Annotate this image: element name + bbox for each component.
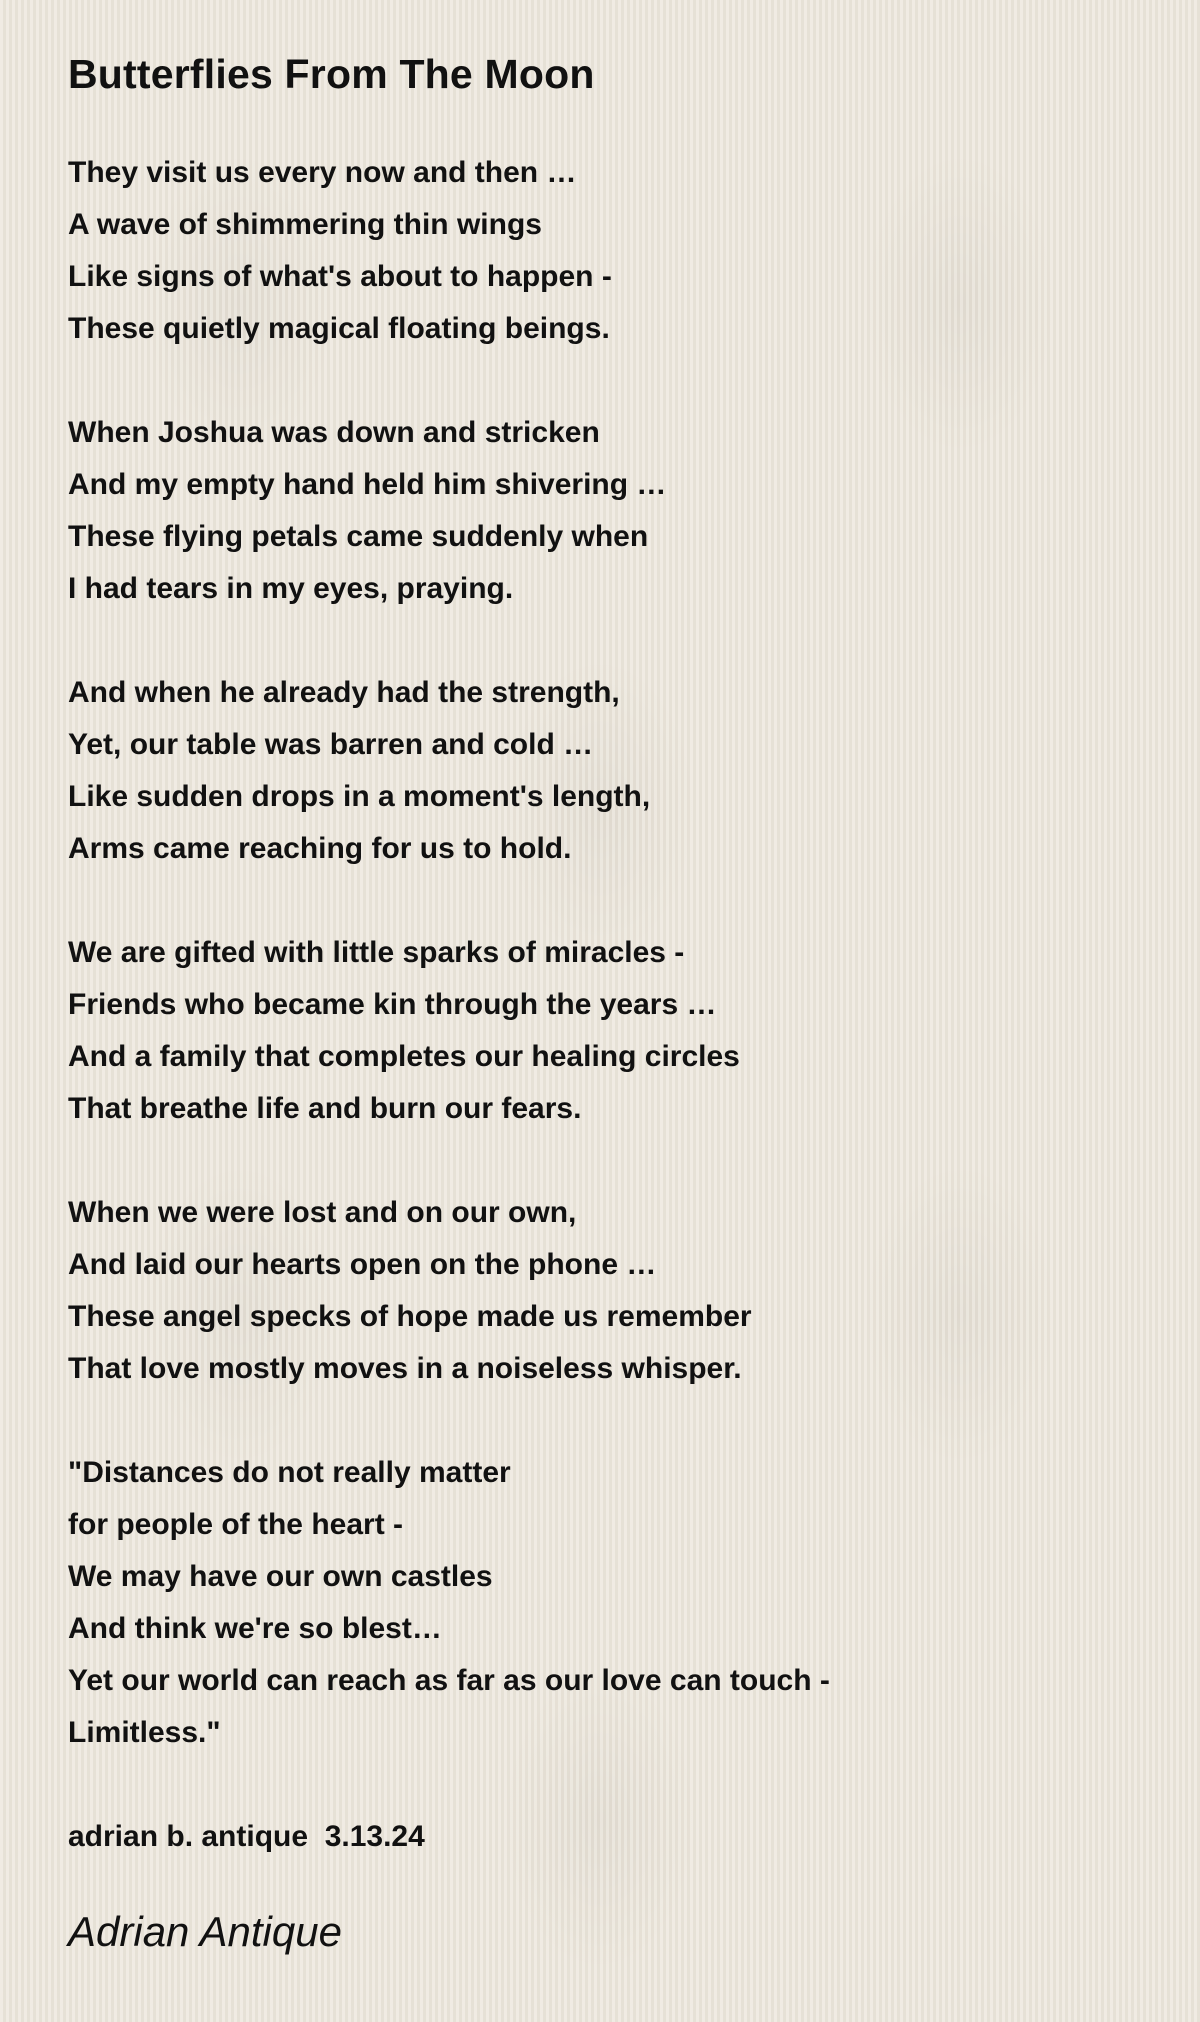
poem-line: Like signs of what's about to happen -	[68, 260, 612, 294]
poem-line: Limitless."	[68, 1716, 221, 1750]
poem-title: Butterflies From The Moon	[68, 51, 595, 97]
poem-line: Arms came reaching for us to hold.	[68, 832, 572, 866]
author-signature: Adrian Antique	[68, 1908, 342, 1956]
poem-line: And when he already had the strength,	[68, 676, 620, 710]
poem-line: And a family that completes our healing circles	[68, 1040, 740, 1074]
poem-line: for people of the heart -	[68, 1508, 404, 1542]
poem-line: And laid our hearts open on the phone …	[68, 1248, 657, 1282]
poem-line: These quietly magical floating beings.	[68, 312, 610, 346]
poem-line: And think we're so blest…	[68, 1612, 442, 1646]
poem-line: Like sudden drops in a moment's length,	[68, 780, 651, 814]
poem-line: That breathe life and burn our fears.	[68, 1092, 582, 1126]
poem-line: These flying petals came suddenly when	[68, 520, 649, 554]
poem-body	[68, 147, 1148, 1759]
poem-line: And my empty hand held him shivering …	[68, 468, 667, 502]
poem-line: That love mostly moves in a noiseless whisper.	[68, 1352, 742, 1386]
stanza-2	[68, 407, 1148, 615]
stanza-6	[68, 1447, 1148, 1759]
poem-line: They visit us every now and then …	[68, 156, 577, 190]
poem-line: Yet our world can reach as far as our love can touch -	[68, 1664, 830, 1698]
poem-page	[68, 50, 1148, 1958]
poem-line: When Joshua was down and stricken	[68, 416, 600, 450]
stanza-3	[68, 667, 1148, 875]
poem-line: A wave of shimmering thin wings	[68, 208, 542, 242]
stanza-1	[68, 147, 1148, 355]
poem-line: When we were lost and on our own,	[68, 1196, 577, 1230]
poem-line: We may have our own castles	[68, 1560, 493, 1594]
stanza-5	[68, 1187, 1148, 1395]
poem-dateline: adrian b. antique 3.13.24	[68, 1820, 425, 1854]
poem-line: I had tears in my eyes, praying.	[68, 572, 514, 606]
poem-line: These angel specks of hope made us remember	[68, 1300, 752, 1334]
poem-line: Friends who became kin through the years …	[68, 988, 717, 1022]
stanza-4	[68, 927, 1148, 1135]
poem-line: "Distances do not really matter	[68, 1456, 511, 1490]
poem-line: Yet, our table was barren and cold …	[68, 728, 594, 762]
poem-line: We are gifted with little sparks of miracles -	[68, 936, 685, 970]
